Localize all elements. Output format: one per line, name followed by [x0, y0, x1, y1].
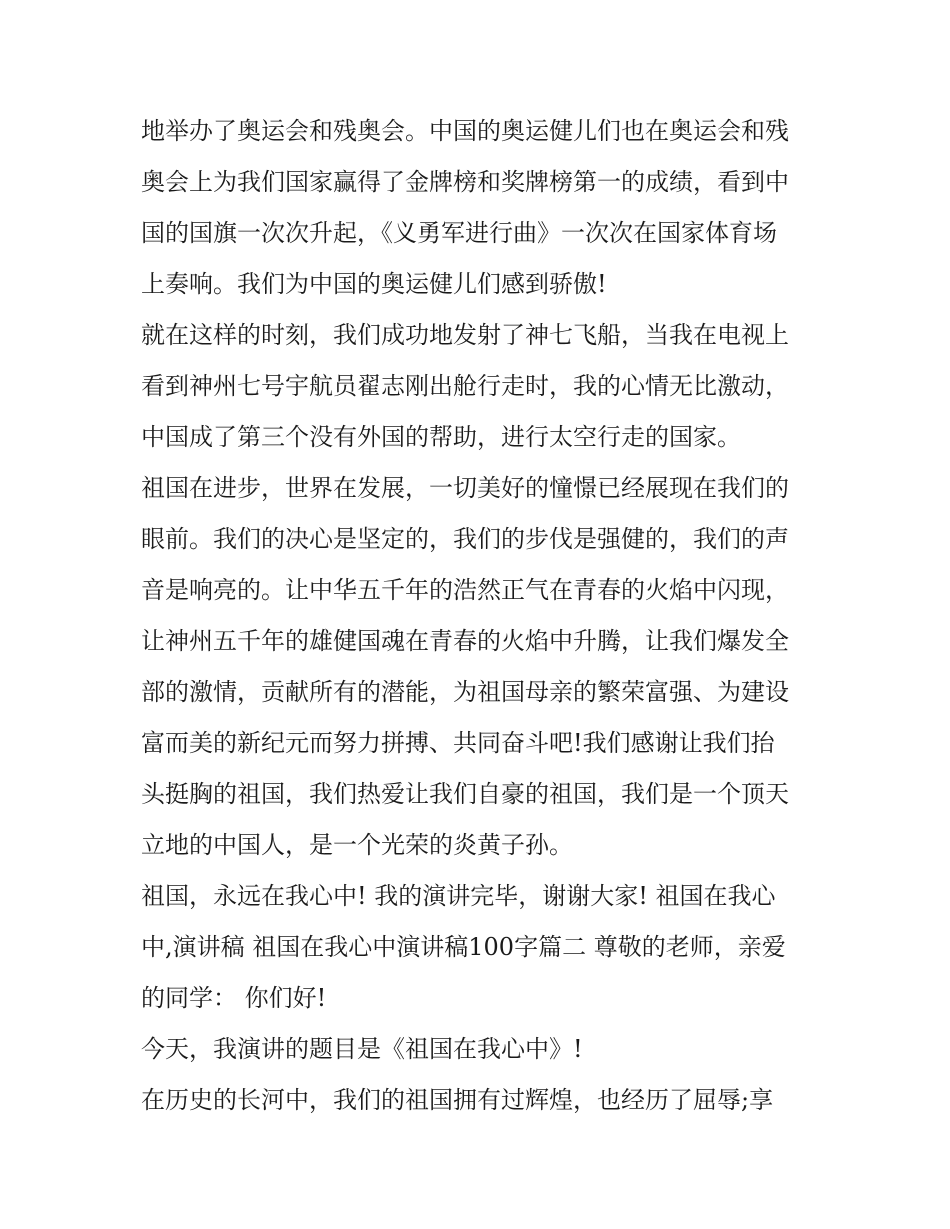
text-line: 祖国，永远在我心中! 我的演讲完毕，谢谢大家! 祖国在我心 — [141, 882, 776, 910]
document-body — [141, 106, 821, 1126]
text-line: 地举办了奥运会和残奥会。中国的奥运健儿们也在奥运会和残 — [141, 117, 789, 145]
text-line: 中,演讲稿 祖国在我心中演讲稿100字篇二 尊敬的老师，亲爱 — [141, 933, 786, 961]
text-line: 富而美的新纪元而努力拼搏、共同奋斗吧!我们感谢让我们抬 — [141, 729, 775, 757]
text-line: 今天，我演讲的题目是《祖国在我心中》! — [141, 1035, 583, 1063]
text-line: 国的国旗一次次升起，《义勇军进行曲》一次次在国家体育场 — [141, 219, 777, 247]
text-line: 就在这样的时刻，我们成功地发射了神七飞船，当我在电视上 — [141, 321, 789, 349]
text-line: 让神州五千年的雄健国魂在青春的火焰中升腾，让我们爆发全 — [141, 627, 789, 655]
text-line: 上奏响。我们为中国的奥运健儿们感到骄傲! — [141, 270, 607, 298]
text-line: 中国成了第三个没有外国的帮助，进行太空行走的国家。 — [141, 423, 741, 451]
text-line: 眼前。我们的决心是坚定的，我们的步伐是强健的，我们的声 — [141, 525, 789, 553]
text-line: 的同学： 你们好! — [141, 984, 327, 1012]
text-line: 奥会上为我们国家赢得了金牌榜和奖牌榜第一的成绩，看到中 — [141, 168, 789, 196]
text-line: 在历史的长河中，我们的祖国拥有过辉煌，也经历了屈辱;享 — [141, 1086, 774, 1114]
text-line: 音是响亮的。让中华五千年的浩然正气在青春的火焰中闪现， — [141, 576, 789, 604]
text-line: 看到神州七号宇航员翟志刚出舱行走时，我的心情无比激动， — [141, 372, 789, 400]
text-line: 头挺胸的祖国，我们热爱让我们自豪的祖国，我们是一个顶天 — [141, 780, 789, 808]
text-line: 祖国在进步，世界在发展，一切美好的憧憬已经展现在我们的 — [141, 474, 789, 502]
text-line: 部的激情，贡献所有的潜能，为祖国母亲的繁荣富强、为建设 — [141, 678, 789, 706]
text-line: 立地的中国人，是一个光荣的炎黄子孙。 — [141, 831, 573, 859]
